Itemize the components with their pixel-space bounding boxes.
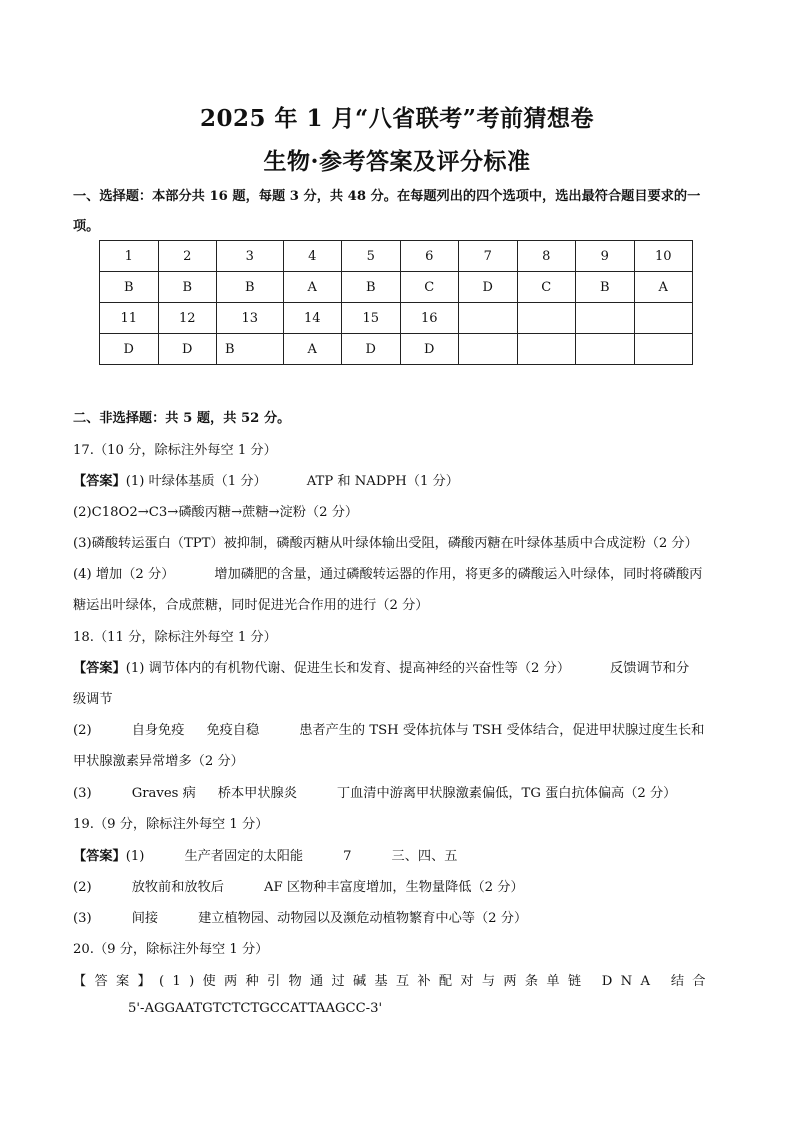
table-cell: B bbox=[217, 334, 284, 365]
q19-answer-1b: 生产者固定的太阳能 bbox=[184, 849, 304, 864]
q18-answer-2: 级调节 bbox=[73, 692, 113, 707]
q18-answer-1 bbox=[73, 657, 689, 676]
table-cell: 4 bbox=[283, 241, 342, 272]
q17-answer-5: 糖运出叶绿体，合成蔗糖，同时促进光合作用的进行（2 分） bbox=[73, 598, 429, 613]
q18-heading: 18.（11 分，除标注外每空 1 分） bbox=[73, 630, 277, 645]
q17-answer-4 bbox=[73, 563, 702, 582]
table-cell: B bbox=[158, 272, 217, 303]
table-row bbox=[100, 303, 693, 334]
q18-answer-3b: 自身免疫 bbox=[131, 723, 185, 738]
q17-answer-3: (3)磷酸转运蛋白（TPT）被抑制，磷酸丙糖从叶绿体输出受阻，磷酸丙糖在叶绿体基质中合成淀粉（2 分） bbox=[73, 536, 698, 551]
answer-tag: 【答案】 bbox=[73, 474, 126, 489]
table-cell: A bbox=[283, 272, 342, 303]
q18-answer-4: 甲状腺激素异常增多（2 分） bbox=[73, 754, 244, 769]
table-row bbox=[100, 272, 693, 303]
q18-answer-5 bbox=[73, 782, 676, 801]
table-cell: D bbox=[342, 334, 401, 365]
q19-answer-2 bbox=[73, 876, 524, 895]
table-cell: B bbox=[217, 272, 284, 303]
table-row bbox=[100, 334, 693, 365]
page-subtitle: 生物·参考答案及评分标准 bbox=[263, 148, 531, 175]
q20-heading: 20.（9 分，除标注外每空 1 分） bbox=[73, 942, 269, 957]
table-cell: A bbox=[283, 334, 342, 365]
table-cell: 7 bbox=[459, 241, 518, 272]
q19-answer-1a: (1) bbox=[125, 849, 145, 864]
q19-answer-2b: 放牧前和放牧后 bbox=[131, 880, 224, 895]
table-cell: 14 bbox=[283, 303, 342, 334]
q17-answer-1a: (1) 叶绿体基质（1 分） bbox=[125, 474, 267, 489]
table-cell: D bbox=[400, 334, 459, 365]
q17-answer-4b: 增加磷肥的含量，通过磷酸转运器的作用，将更多的磷酸运入叶绿体，同时将磷酸丙 bbox=[214, 567, 703, 582]
table-cell: C bbox=[400, 272, 459, 303]
table-cell: A bbox=[634, 272, 693, 303]
q18-answer-1a: (1) 调节体内的有机物代谢、促进生长和发育、提高神经的兴奋性等（2 分） bbox=[125, 661, 571, 676]
q18-answer-5c: 桥本甲状腺炎 bbox=[217, 786, 297, 801]
table-cell: 13 bbox=[217, 303, 284, 334]
q19-answer-3 bbox=[73, 907, 527, 926]
table-cell: D bbox=[100, 334, 159, 365]
q18-answer-1b: 反馈调节和分 bbox=[610, 661, 690, 676]
q17-answer-4a: (4) 增加（2 分） bbox=[73, 567, 175, 582]
table-cell: B bbox=[100, 272, 159, 303]
q17-answer-2: (2)C18O2→C3→磷酸丙糖→蔗糖→淀粉（2 分） bbox=[73, 505, 359, 520]
answer-table bbox=[99, 240, 693, 365]
q19-answer-2c: AF 区物种丰富度增加，生物量降低（2 分） bbox=[264, 880, 524, 895]
table-cell: C bbox=[517, 272, 576, 303]
table-cell: 6 bbox=[400, 241, 459, 272]
q17-answer-1b: ATP 和 NADPH（1 分） bbox=[306, 474, 459, 489]
q20-answer-2: 5'-AGGAATGTCTCTGCCATTAAGCC-3' bbox=[128, 1001, 383, 1016]
q17-heading: 17.（10 分，除标注外每空 1 分） bbox=[73, 443, 277, 458]
q19-answer-3a: (3) bbox=[73, 911, 92, 926]
table-cell: 15 bbox=[342, 303, 401, 334]
q18-answer-5a: (3) bbox=[73, 786, 92, 801]
table-cell: 3 bbox=[217, 241, 284, 272]
table-cell bbox=[459, 334, 518, 365]
q17-answer-1 bbox=[73, 470, 459, 489]
table-cell: D bbox=[158, 334, 217, 365]
table-cell bbox=[459, 303, 518, 334]
q19-answer-3b: 间接 bbox=[131, 911, 159, 926]
table-cell bbox=[576, 334, 635, 365]
table-cell: 1 bbox=[100, 241, 159, 272]
table-cell: 11 bbox=[100, 303, 159, 334]
section2-heading: 二、非选择题：共 5 题，共 52 分。 bbox=[73, 411, 291, 426]
q18-answer-3d: 患者产生的 TSH 受体抗体与 TSH 受体结合，促进甲状腺过度生长和 bbox=[299, 723, 705, 738]
table-cell: 12 bbox=[158, 303, 217, 334]
q19-answer-1d: 三、四、五 bbox=[391, 849, 458, 864]
section1-heading-cont: 项。 bbox=[73, 219, 100, 234]
q19-answer-3c: 建立植物园、动物园以及濒危动植物繁育中心等（2 分） bbox=[198, 911, 528, 926]
table-cell bbox=[634, 303, 693, 334]
q18-answer-5d: 丁血清中游离甲状腺激素偏低，TG 蛋白抗体偏高（2 分） bbox=[336, 786, 677, 801]
table-cell: 2 bbox=[158, 241, 217, 272]
q19-answer-2a: (2) bbox=[73, 880, 92, 895]
q19-answer-1c: 7 bbox=[343, 849, 352, 864]
q18-answer-3 bbox=[73, 719, 704, 738]
page-title: 2025 年 1 月“八省联考”考前猜想卷 bbox=[200, 105, 594, 132]
q18-answer-5b: Graves 病 bbox=[131, 786, 196, 801]
q19-heading: 19.（9 分，除标注外每空 1 分） bbox=[73, 817, 269, 832]
table-cell: 9 bbox=[576, 241, 635, 272]
table-row bbox=[100, 241, 693, 272]
answer-tag: 【答案】 bbox=[73, 661, 126, 676]
table-cell bbox=[576, 303, 635, 334]
table-cell: D bbox=[459, 272, 518, 303]
table-cell bbox=[517, 334, 576, 365]
section1-heading: 一、选择题：本部分共 16 题，每题 3 分，共 48 分。在每题列出的四个选项中，选出最符合题目要求的一 bbox=[73, 189, 701, 204]
answer-tag: 【答案】 bbox=[73, 849, 126, 864]
table-cell: B bbox=[576, 272, 635, 303]
table-cell: 5 bbox=[342, 241, 401, 272]
table-cell: 10 bbox=[634, 241, 693, 272]
table-cell bbox=[517, 303, 576, 334]
q18-answer-3c: 免疫自稳 bbox=[206, 723, 260, 738]
table-cell: 16 bbox=[400, 303, 459, 334]
table-cell bbox=[634, 334, 693, 365]
q18-answer-3a: (2) bbox=[73, 723, 92, 738]
q19-answer-1 bbox=[73, 845, 457, 864]
table-cell: 8 bbox=[517, 241, 576, 272]
q20-answer-1: 【答案】(1)使两种引物通过碱基互补配对与两条单链 DNA 结合 bbox=[73, 974, 714, 989]
table-cell: B bbox=[342, 272, 401, 303]
